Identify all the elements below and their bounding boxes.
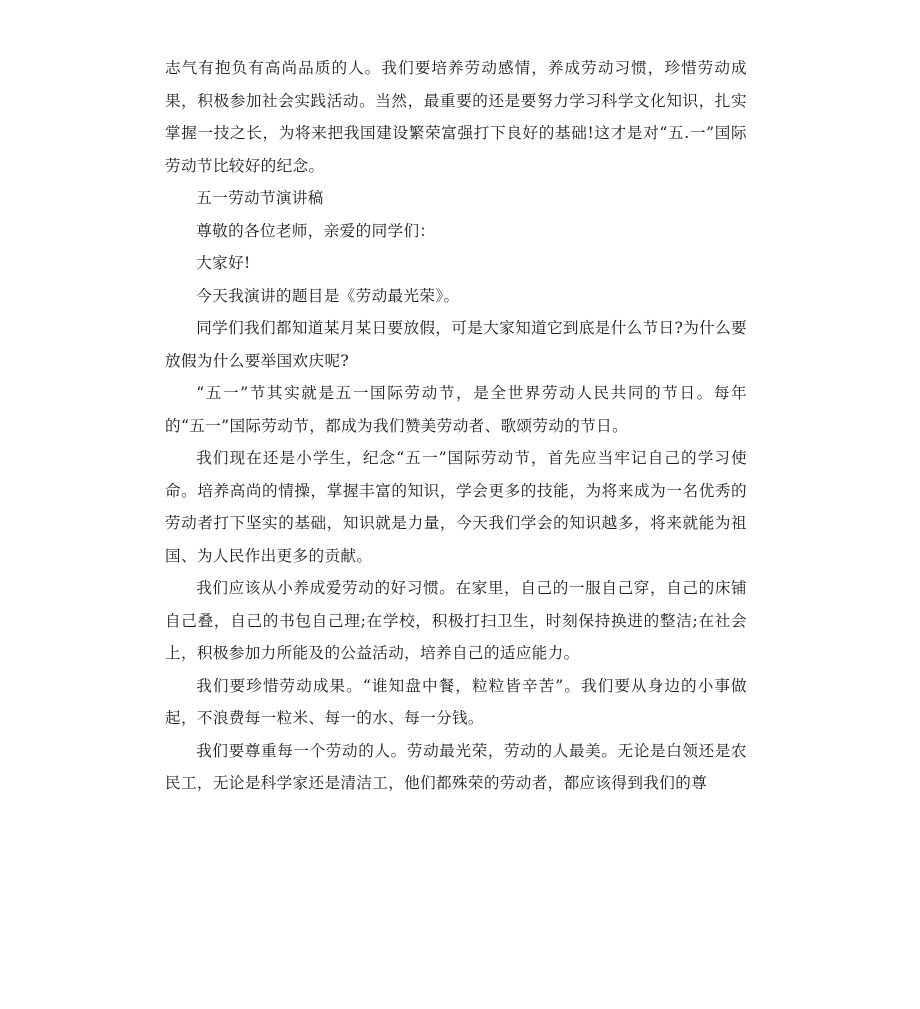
speech-title: 五一劳动节演讲稿 — [196, 189, 324, 207]
paragraph-closing-remarks: 志气有抱负有高尚品质的人。我们要培养劳动感情，养成劳动习惯，珍惜劳动成果，积极参加社会实践活动。当然，最重要的还是要努力学习科学文化知识，扎实掌握一技之长，为将来把我国建设繁荣富强打下良好的基础!这才是对“五.一”国际劳动节比较好的纪念。 — [165, 59, 747, 175]
paragraph-topic: 今天我演讲的题目是《劳动最光荣》。 — [196, 286, 460, 305]
paragraph-cherish-results: 我们要珍惜劳动成果。“谁知盘中餐，粒粒皆辛苦”。我们要从身边的小事做起，不浪费每一粒米、每一的水、每一分钱。 — [165, 676, 747, 727]
paragraph-question: 同学们我们都知道某月某日要放假，可是大家知道它到底是什么节日?为什么要放假为什么要举国欢庆呢? — [165, 319, 747, 370]
paragraph-respect-workers: 我们要尊重每一个劳动的人。劳动最光荣，劳动的人最美。无论是白领还是农民工，无论是科学家还是清洁工，他们都殊荣的劳动者，都应该得到我们的尊 — [165, 741, 747, 792]
paragraph-may-day: “五一”节其实就是五一国际劳动节，是全世界劳动人民共同的节日。每年的“五一”国际劳动节，都成为我们赞美劳动者、歌颂劳动的节日。 — [165, 384, 747, 435]
document-page — [165, 52, 747, 800]
salutation: 尊敬的各位老师，亲爱的同学们： — [196, 221, 436, 240]
greeting: 大家好! — [196, 254, 251, 272]
paragraph-study-mission: 我们现在还是小学生，纪念“五一”国际劳动节，首先应当牢记自己的学习使命。培养高尚的情操，掌握丰富的知识，学会更多的技能，为将来成为一名优秀的劳动者打下坚实的基础，知识就是力量，今天我们学会的知识越多，将来就能为祖国、为人民作出更多的贡献。 — [165, 449, 747, 565]
paragraph-good-habits: 我们应该从小养成爱劳动的好习惯。在家里，自己的一服自己穿，自己的床铺自己叠，自己的书包自己理;在学校，积极打扫卫生，时刻保持换进的整洁;在社会上，积极参加力所能及的公益活动，培养自己的适应能力。 — [165, 579, 747, 662]
